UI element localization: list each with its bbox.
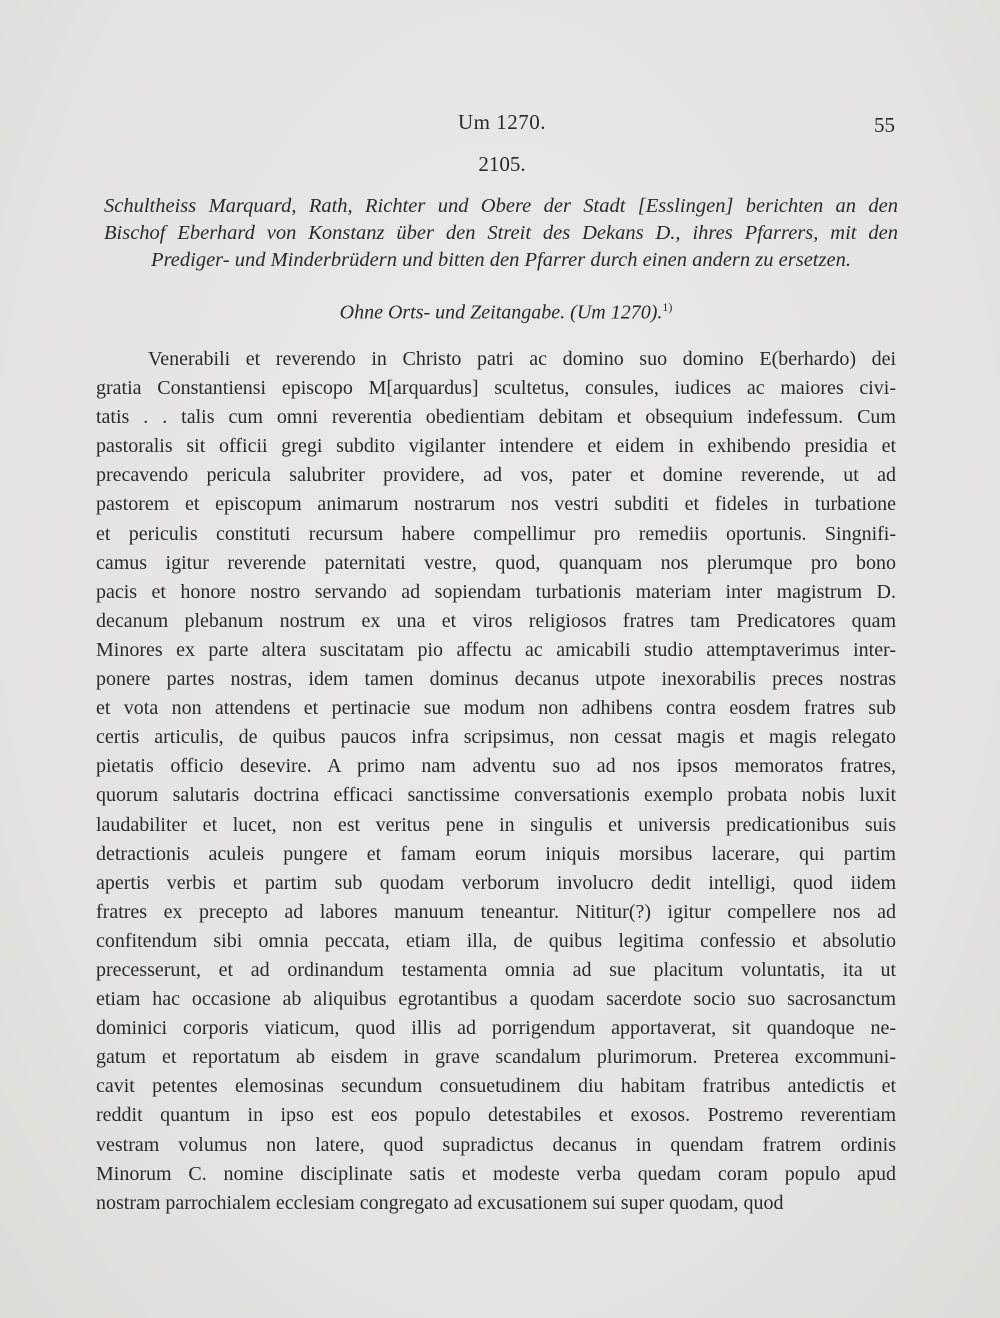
text-line: confitendum sibi omnia peccata, etiam illa, de quibus legitima confessio et absolutio (96, 929, 896, 952)
text-line: pastorem et episcopum animarum nostrarum nos vestri subditi et fideles in turbatione (96, 493, 896, 516)
running-title: Um 1270. (458, 110, 546, 134)
text-line: precavendo pericula salubriter providere, ad vos, pater et domine reverende, ut ad (96, 464, 896, 487)
running-head (0, 110, 1000, 140)
text-line: apertis verbis et partim sub quodam verborum involucro dedit intelligi, quod iidem (96, 871, 896, 894)
text-line: laudabiliter et lucet, non est veritus pene in singulis et universis predicationibus suis (96, 813, 896, 836)
page-number: 55 (874, 113, 895, 137)
text-line: certis articulis, de quibus paucos infra scripsimus, non cessat magis et magis relegato (96, 726, 896, 749)
regest-line: Prediger- und Minderbrüdern und bitten den Pfarrer durch einen andern zu ersetzen. (151, 249, 851, 271)
text-line: precesserunt, et ad ordinandum testamenta omnia ad sue placitum voluntatis, ita ut (96, 958, 896, 981)
dating-line (0, 300, 1000, 325)
dating-text: Ohne Orts- und Zeitangabe. (Um 1270). (339, 301, 663, 324)
text-line: tatis . . talis cum omni reverentia obedientiam debitam et obsequium indefessum. Cum (96, 406, 896, 429)
text-line: nostram parrochialem ecclesiam congregato ad excusationem sui super quodam, quod (96, 1191, 784, 1214)
text-line: cavit petentes elemosinas secundum consuetudinem diu habitam fratribus antedictis et (96, 1075, 896, 1098)
text-line: detractionis aculeis pungere et famam eorum iniquis morsibus lacerare, qui partim (96, 842, 896, 865)
text-line: gratia Constantiensi episcopo M[arquardus] scultetus, consules, iudices ac maiores civi- (96, 377, 896, 400)
text-line: quorum salutaris doctrina efficaci sanctissime conversationis exemplo probata nobis luxit (96, 784, 896, 807)
text-line: Minores ex parte altera suscitatam pio affectu ac amicabili studio attemptaverimus inter- (96, 638, 896, 661)
regest-line: Bischof Eberhard von Konstanz über den Streit des Dekans D., ihres Pfarrers, mit den (104, 222, 898, 244)
text-line: ponere partes nostras, idem tamen dominus decanus utpote inexorabilis preces nostras (96, 668, 896, 691)
text-line: Venerabili et reverendo in Christo patri ac domino suo domino E(berhardo) dei (148, 348, 896, 370)
footnote-marker: 1) (662, 300, 673, 314)
text-line: camus igitur reverende paternitati vestre, quod, quanquam nos plerumque pro bono (96, 551, 896, 574)
document-number: 2105. (478, 152, 526, 176)
text-line: vestram volumus non latere, quod supradictus decanus in quendam fratrem ordinis (96, 1133, 896, 1156)
text-line: et periculis constituti recursum habere compellimur pro remediis oportunis. Singnifi- (96, 522, 896, 545)
text-line: reddit quantum in ipso est eos populo detestabiles et exosos. Postremo reverentiam (96, 1104, 896, 1127)
text-line: et vota non attendens et pertinacie sue modum non adhibens contra eosdem fratres sub (96, 697, 896, 720)
charter-text (96, 345, 896, 1218)
text-line: gatum et reportatum ab eisdem in grave scandalum plurimorum. Preterea excommuni- (96, 1046, 896, 1069)
text-line: pietatis officio desevire. A primo nam adventu suo ad nos ipsos memoratos fratres, (96, 755, 896, 778)
text-line: fratres ex precepto ad labores manuum teneantur. Nititur(?) igitur compellere nos ad (96, 900, 896, 923)
regest-line: Schultheiss Marquard, Rath, Richter und Obere der Stadt [Esslingen] berichten an den (104, 195, 898, 217)
text-line: dominici corporis viaticum, quod illis ad porrigendum apportaverat, sit quandoque ne- (96, 1017, 896, 1040)
text-line: decanum plebanum nostrum ex una et viros religiosos fratres tam Predicatores quam (96, 609, 896, 632)
text-line: pastoralis sit officii gregi subdito vigilanter intendere et eidem in exhibendo presidia et (96, 435, 896, 458)
text-line: Minorum C. nomine disciplinate satis et modeste verba quedam coram populo apud (96, 1162, 896, 1185)
text-line: pacis et honore nostro servando ad sopiendam turbationis materiam inter magistrum D. (96, 580, 896, 603)
regest-summary (104, 193, 898, 274)
text-line: etiam hac occasione ab aliquibus egrotantibus a quodam sacerdote socio suo sacrosanctum (96, 988, 896, 1011)
